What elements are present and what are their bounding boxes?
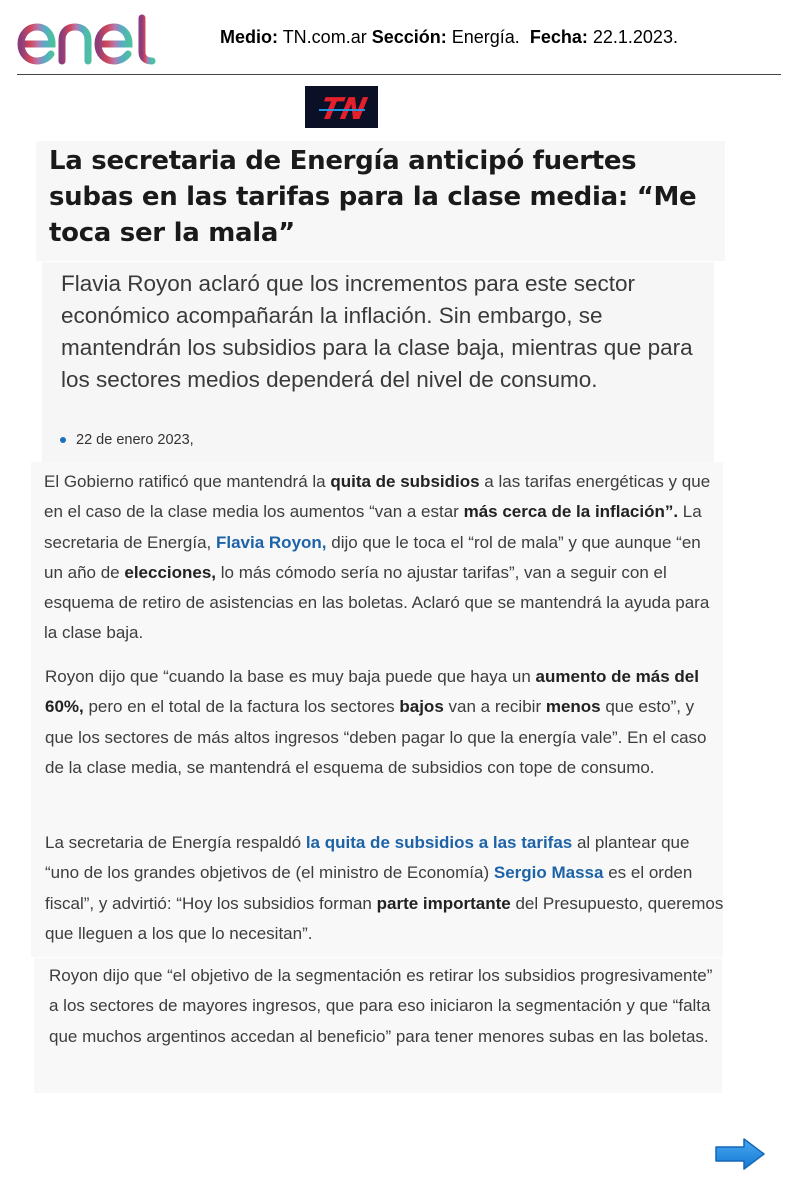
paragraph-text: a las tarifas energéticas y que en el caso de la clase media los aumentos “van a estar — [44, 472, 711, 522]
article-link[interactable]: la quita de subsidios a las tarifas — [305, 833, 573, 852]
bold-text: quita de subsidios — [330, 472, 480, 491]
header-divider — [17, 74, 781, 75]
fecha-label: Fecha: — [529, 27, 588, 47]
paragraph-text: El Gobierno ratificó que mantendrá la — [44, 472, 331, 491]
article-date — [60, 432, 194, 448]
body-paragraph — [45, 828, 725, 949]
fecha-value: 22.1.2023. — [592, 27, 678, 47]
paragraph-text: van a recibir — [443, 697, 546, 717]
paragraph-text: lo más cómodo sería no ajustar tarifas”, van a seguir con el esquema de retiro de asistencias en las boletas. Aclaró que se mantendrá la ayuda para la clase baja. — [44, 562, 710, 643]
seccion-label: Sección: — [371, 27, 447, 47]
bold-text: menos — [545, 697, 601, 717]
bold-text: parte importante — [376, 893, 511, 913]
date-text: 22 de enero 2023, — [76, 432, 194, 448]
tn-source-logo — [305, 86, 378, 128]
body-paragraph — [45, 662, 725, 783]
seccion-value: Energía. — [451, 27, 520, 47]
paragraph-text: es el orden fiscal”, y advirtió: “Hoy los subsidios forman — [45, 863, 693, 913]
paragraph-text: del Presupuesto, queremos que lleguen a los que lo necesitan”. — [45, 893, 724, 943]
paragraph-text: La secretaria de Energía respaldó — [45, 833, 306, 852]
bold-text: elecciones, — [124, 562, 217, 582]
paragraph-text: al plantear que “uno de los grandes objetivos de (el ministro de Economía) — [45, 833, 690, 883]
article-subtitle: Flavia Royon aclaró que los incrementos para este sector económico acompañarán la inflación. Sin embargo, se mantendrán los subsidios para la clase baja, mientras que para los sectores medios dependerá del nivel de consumo. — [61, 271, 693, 392]
paragraph-text: Royon dijo que “cuando la base es muy baja puede que haya un — [45, 667, 536, 686]
paragraph-text: La secretaria de Energía, — [44, 502, 702, 552]
paragraph-text: Royon dijo que “el objetivo de la segmentación es retirar los subsidios progresivamente” a los sectores de mayores ingresos, que para eso iniciaron la segmentación y que “falta que muchos argentinos accedan al beneficio” para tener menores subas en las boletas. — [49, 966, 713, 1046]
paragraph-text: que esto”, y que los sectores de más altos ingresos “deben pagar lo que la energía vale”. En el caso de la clase media, se mantendrá el esquema de subsidios con tope de consumo. — [45, 697, 707, 777]
paragraph-text: dijo que le toca el “rol de mala” y que aunque “en un año de — [44, 532, 701, 582]
bold-text: aumento de más del 60%, — [45, 667, 699, 717]
paragraph-text: pero en el total de la factura los sectores — [83, 697, 400, 717]
medio-label: Medio: — [220, 27, 278, 47]
body-paragraph — [49, 961, 719, 1052]
press-clipping-meta — [220, 27, 678, 48]
article-link[interactable]: Sergio Massa — [493, 863, 604, 883]
body-paragraph — [44, 467, 719, 649]
medio-value: TN.com.ar — [282, 27, 367, 47]
right-arrow-icon[interactable] — [714, 1137, 766, 1171]
article-link[interactable]: Flavia Royon, — [215, 532, 327, 552]
enel-logo — [16, 14, 176, 70]
bold-text: bajos — [399, 697, 444, 717]
bold-text: más cerca de la inflación”. — [463, 502, 679, 522]
tn-logo-text: TN — [317, 92, 370, 127]
bullet-icon — [60, 437, 66, 443]
article-headline: La secretaria de Energía anticipó fuertes subas en las tarifas para la clase media: “Me toca ser la mala” — [49, 146, 697, 248]
